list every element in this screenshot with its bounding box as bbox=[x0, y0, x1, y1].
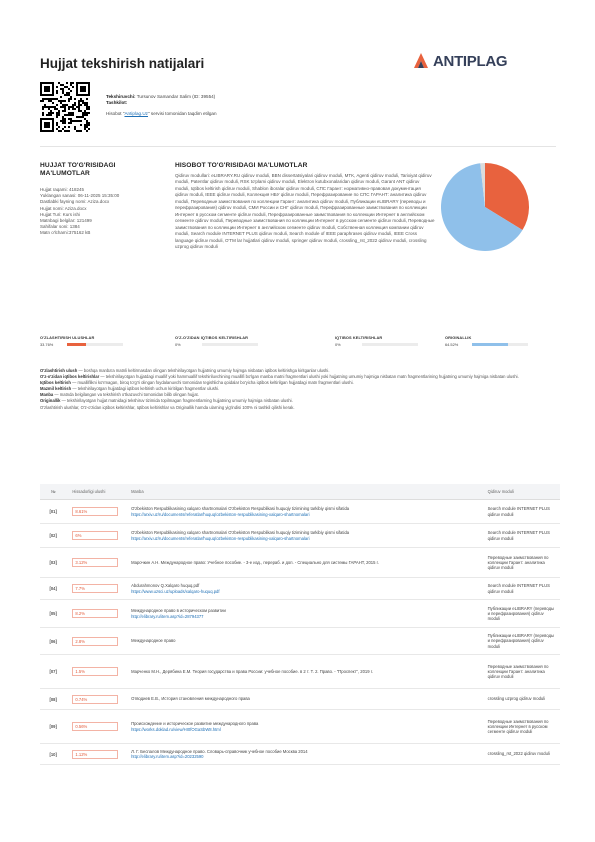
row-share-badge: 1.5% bbox=[72, 667, 118, 676]
row-module: Публикации eLIBRARY (переводы и перефразирования) qidiruv moduli bbox=[487, 605, 555, 622]
row-module: Переводные заимствования по коллекции Гарант: аналитика qidiruv moduli bbox=[487, 554, 549, 571]
stat-value: 0% bbox=[335, 342, 341, 347]
source-title: Происхождение и историческое развитие международного права bbox=[131, 721, 259, 727]
service-link[interactable]: Antiplag.Uz bbox=[124, 111, 148, 117]
row-share-cell bbox=[66, 695, 127, 704]
row-number: [06] bbox=[49, 638, 57, 644]
row-source-cell bbox=[127, 608, 488, 619]
doc-info-heading: HUJJAT TO'G'RISIDAGI MA'LUMOTLAR bbox=[40, 162, 116, 177]
row-share-badge: 8.61% bbox=[72, 507, 118, 516]
row-source-cell bbox=[127, 721, 488, 732]
row-share-cell bbox=[66, 609, 127, 618]
table-row bbox=[40, 500, 560, 524]
definition-text: — mualliflikni ko'rmagan, biroq to'g'ri olingan foydalanuvchi tomonidan tegishlicha qoidalar bo'yicha iqtibos keltirilgan hujjatdagi matn fragmentlari ulushi. bbox=[70, 380, 354, 386]
source-link[interactable]: http://elibrary.ru/item.asp?id=20232590 bbox=[131, 754, 204, 759]
stat-progress-fill bbox=[67, 343, 86, 346]
table-row bbox=[40, 524, 560, 548]
col-number: № bbox=[50, 489, 56, 494]
row-module: crossling_rst_2022 qidiruv moduli bbox=[487, 751, 550, 757]
checker-info bbox=[106, 94, 406, 118]
report-modules-text: Qidiruv modullari: eLIBRARY.RU qidiruv moduli, BBN dissertatsiyalari qidiruv moduli, MTK, Agenti qidiruv moduli, Tarixiyat qidiruv moduli, Patentlar qidiruv moduli, RSK to'plami qidiruv moduli, Elektron kutubxonalaridan qidiruv moduli, Garant ANT qidiruv moduli, Iqtibos keltirish qidiruv moduli, Shablon iboralar qidiruv moduli, СПС Гарант: нормативно-правовая документация qidiruv moduli, IEEE qidiruv moduli, Коллекция НБУ qidiruv moduli, Перефразирование по СПС ГАРАНТ: аналитика qidiruv moduli, Переводные заимствования по коллекции Гарант: аналитика qidiruv moduli, Публикации eLIBRARY (переводы и перефразирования) qidiruv moduli, СМИ России и СНГ qidiruv moduli, Перефразированные заимствования по коллекции Интернет в русском сегменте qidiruv moduli, Перефразированные заимствования по коллекции Интернет в английском сегменте qidiruv moduli, Переводные заимствования по коллекции Интернет в русском сегменте qidiruv moduli, Переводные заимствования по коллекции Интернет в английском сегменте qidiruv moduli, Собственная коллекция компании qidiruv moduli, Search module INTERNET PLUS qidiruv moduli, Search module of IEEE paraphrases qidiruv moduli, IEEE Cross language qidiruv moduli, O'TM lar hujjatlari qidiruv moduli, springer qidiruv moduli, crossling_rst_2022 qidiruv moduli, crossling uzprog qidiruv moduli bbox=[175, 173, 435, 249]
source-link[interactable]: http://elibrary.ru/item.asp?id=28794377 bbox=[131, 613, 204, 619]
source-title: Л. Г. Беспалов Международное право. Словарь-справочник учебное пособие Москва 2014 bbox=[131, 748, 308, 754]
table-row bbox=[40, 744, 560, 765]
row-share-badge: 7.7% bbox=[72, 584, 118, 593]
table-row bbox=[40, 548, 560, 578]
source-title: Международное право в историческом развитии bbox=[131, 608, 226, 614]
logo-text: ANTIPLAG bbox=[433, 52, 508, 70]
stat-item bbox=[445, 335, 565, 347]
row-number: [07] bbox=[49, 669, 57, 674]
row-share-badge: 0.56% bbox=[72, 722, 118, 731]
doc-info-line: Hujjat raqami: 418245 bbox=[40, 187, 85, 192]
row-share-cell bbox=[66, 584, 127, 593]
doc-info-line: Hujjat Turi: Kurs ishi bbox=[40, 211, 81, 217]
organization-label: Tashkilot: bbox=[106, 100, 128, 106]
table-body bbox=[40, 500, 560, 765]
table-row bbox=[40, 600, 560, 628]
stat-progress-fill bbox=[472, 343, 508, 346]
definition-term: Originallik bbox=[40, 398, 61, 404]
source-title: Марочкин А.Н. Международное право: Учебное пособие. - 3-е изд., перераб. и доп. - Специально для системы ГАРАНТ, 2015 г. bbox=[131, 559, 379, 565]
definition-term: Iqtibos keltirish bbox=[40, 380, 71, 386]
source-title: Отводиев Е.В., История становления международного права bbox=[131, 696, 250, 702]
antiplag-logo-icon bbox=[412, 52, 430, 70]
table-row bbox=[40, 689, 560, 710]
row-share-cell bbox=[66, 531, 127, 540]
stat-progress-bar bbox=[67, 343, 123, 346]
row-share-cell bbox=[66, 507, 127, 516]
table-row bbox=[40, 628, 560, 655]
row-share-cell bbox=[66, 722, 127, 731]
row-source-cell bbox=[127, 749, 488, 760]
row-share-badge: 1.12% bbox=[72, 750, 118, 759]
row-share-badge: 8.2% bbox=[72, 609, 118, 618]
row-module: Публикации eLIBRARY (переводы и перефразирования) qidiruv moduli bbox=[487, 633, 555, 649]
definition-term: O'z-o'zidan iqtibos keltirishlar bbox=[40, 374, 100, 380]
source-title: Abdurahmonov Q.Xalqaro huquq.pdf bbox=[131, 583, 200, 589]
source-link[interactable]: https://arxiv.uz/ru/documents/referatlar/huquq/ozbekiston-respublikasining-xalqaro-shartnomalari bbox=[131, 535, 310, 541]
row-share-cell bbox=[66, 750, 127, 759]
row-share-badge: 6% bbox=[72, 531, 118, 540]
row-share-badge: 0.74% bbox=[72, 695, 118, 704]
row-number: [01] bbox=[49, 509, 57, 514]
col-share: Hissadorligi ulushi bbox=[72, 489, 106, 494]
doc-info-line: Matnbagi belgilar: 121499 bbox=[40, 218, 92, 224]
page-title: Hujjat tekshirish natijalari bbox=[40, 56, 205, 71]
row-module: Search module INTERNET PLUS qidiruv moduli bbox=[487, 506, 550, 517]
stat-label: IQTIBOS KELTIRISHLAR bbox=[335, 335, 383, 340]
definition-text: — boshqa manba'a matnli keltirmasdan olingan tekshirilayotgan hujjatning umumiy hajmga nisbatan iqtibos keltirishga kiritganlar ulushi. bbox=[77, 368, 330, 373]
definition-text: — matnda belgilangan va tekshirish o'tkazuvchi tomonidan bilib olingan hujjat. bbox=[53, 392, 199, 398]
source-link[interactable]: https://works.doklad.ru/view/HI0fOGaSbW8.html bbox=[131, 726, 221, 732]
row-share-cell bbox=[66, 637, 127, 646]
table-row bbox=[40, 655, 560, 689]
stats-bar bbox=[40, 335, 560, 357]
doc-info-line: Matn o'lchami:375162 kB bbox=[40, 230, 91, 236]
source-link[interactable]: https://www.uzsci.uz/uploads/xalqaro-huquq.pdf bbox=[131, 588, 220, 594]
row-module: crossling uzprog qidiruv moduli bbox=[487, 696, 546, 702]
row-module: Переводные заимствования по коллекции Гарант: аналитика qidiruv moduli bbox=[487, 663, 549, 680]
doc-info-list bbox=[40, 187, 170, 237]
row-module: Переводные заимствования по коллекции Интернет в русском сегменте qidiruv moduli bbox=[487, 718, 549, 735]
stat-progress-bar bbox=[472, 343, 528, 346]
doc-info-line: Sahifalar soni: 1384 bbox=[40, 224, 80, 230]
row-source-cell bbox=[127, 638, 488, 643]
service-suffix: " servisi tomonidan taqdim etilgan bbox=[147, 111, 217, 117]
stat-value: 0% bbox=[175, 342, 181, 347]
row-source-cell bbox=[127, 669, 488, 674]
row-source-cell bbox=[127, 696, 488, 701]
stat-item bbox=[40, 335, 160, 347]
checker-label: Tekshiruvchi: bbox=[106, 94, 136, 99]
row-share-badge: 2.8% bbox=[72, 637, 118, 646]
stat-item bbox=[335, 335, 455, 347]
row-source-cell bbox=[127, 530, 488, 541]
row-share-cell bbox=[66, 558, 127, 567]
sources-table bbox=[40, 484, 560, 765]
qr-code-icon[interactable] bbox=[40, 82, 90, 132]
stat-label: O'ZLASHTIRISH ULUSHLAR bbox=[40, 335, 95, 340]
row-number: [03] bbox=[49, 560, 57, 565]
stat-item bbox=[175, 335, 295, 347]
stat-value: 64.52% bbox=[445, 342, 459, 347]
divider bbox=[40, 146, 556, 147]
definition-text: — tekshirilayotgan hujjatdagi muallif yoki hammuallif tekshiriluvchining muallifi bo'lgan manba matni fragmentlari ulushi yoki hujjatning umumiy hajmiga nisbatan matn fragmentlarining hujjatning umumiy hajmiga nisbatan ulushi. bbox=[99, 374, 519, 380]
definition-term: Mazmil keltirish bbox=[40, 386, 72, 392]
stat-label: ORIGINALLIK bbox=[445, 335, 472, 340]
doc-info-line: Yuklangan sanasi: 06-11-2025 15:35:00 bbox=[40, 193, 120, 199]
stat-value: 33.76% bbox=[40, 342, 54, 347]
definition-item bbox=[40, 405, 560, 411]
row-share-badge: 3.12% bbox=[72, 558, 118, 567]
doc-info-line: Hujjat nomi: Aziza.docx bbox=[40, 205, 87, 211]
row-source-cell bbox=[127, 583, 488, 594]
row-module: Search module INTERNET PLUS qidiruv moduli bbox=[487, 530, 550, 541]
definition-term: Manba bbox=[40, 392, 54, 398]
table-row bbox=[40, 710, 560, 744]
stat-progress-bar bbox=[362, 343, 418, 346]
row-number: [08] bbox=[49, 696, 57, 702]
row-source-cell bbox=[127, 506, 488, 517]
service-prefix: Hisobot " bbox=[106, 111, 125, 117]
col-source: Manba bbox=[131, 488, 144, 494]
report-heading: HISOBOT TO'G'RISIDAGI MA'LUMOTLAR bbox=[175, 162, 308, 169]
source-title: Марченко М.Н., Дерябина Е.М. Теория государства и права России: учебное пособие. в 2 т. Т. 2. Право. - "Проспект", 2019 г. bbox=[131, 668, 373, 674]
stat-progress-bar bbox=[202, 343, 258, 346]
row-number: [09] bbox=[49, 724, 57, 729]
row-number: [04] bbox=[49, 586, 57, 591]
pie-chart bbox=[440, 162, 530, 252]
source-title: O'zbekiston Respublikasining xalqaro shartnomalari O'zbekiston Respublikasi huquqiy tizimining tarkibiy qismi sifatida bbox=[131, 506, 350, 512]
row-number: [02] bbox=[49, 533, 57, 538]
definition-text: O'zlashtirish ulushlar, O'z-o'zidan iqtibos keltirishlar, Iqtibos keltirishlar va Originallik hamda ularning yig'indisi 100% ni tashkil qilishi kerak. bbox=[40, 404, 295, 410]
checker-value: Tursunov Samandar Salim (ID: 39554) bbox=[136, 94, 216, 99]
row-module: Search module INTERNET PLUS qidiruv moduli bbox=[487, 583, 550, 594]
doc-info-line: Dastlabki fayning nomi: Aziza.docx bbox=[40, 199, 110, 205]
brand-logo bbox=[412, 52, 507, 70]
col-module: Qidiruv moduli bbox=[487, 488, 514, 494]
definition-text: — tekshirilayotgan hujjat matnidagi tekshiruv tizimida topilmagan fragmentlarning hujjatning umumiy hajmiga nisbatan ulushi. bbox=[60, 398, 293, 404]
source-title: O'zbekiston Respublikasining xalqaro shartnomalari O'zbekiston Respublikasi huquqiy tizimining tarkibiy qismi sifatida bbox=[131, 530, 350, 536]
definition-term: O'zlashtirish ulush bbox=[40, 368, 78, 373]
row-share-cell bbox=[66, 667, 127, 676]
table-row bbox=[40, 578, 560, 600]
stat-label: O'Z-O'ZIDAN IQTIBOS KELTIRISHLAR bbox=[175, 335, 249, 340]
definition-text: — tekshirilayotgan hujjatdagi iqtibos keltirish uchun kiritilgan fragmentlar ulushi. bbox=[71, 386, 220, 392]
source-link[interactable]: https://arxiv.uz/ru/documents/referatlar/huquq/ozbekiston-respublikasining-xalqaro-shartnomalari bbox=[131, 511, 310, 517]
table-header bbox=[40, 484, 560, 500]
row-source-cell bbox=[127, 560, 488, 565]
source-title: Международное право bbox=[131, 638, 176, 644]
row-number: [05] bbox=[49, 611, 57, 616]
row-number: [10] bbox=[49, 751, 57, 757]
definitions bbox=[40, 368, 560, 411]
